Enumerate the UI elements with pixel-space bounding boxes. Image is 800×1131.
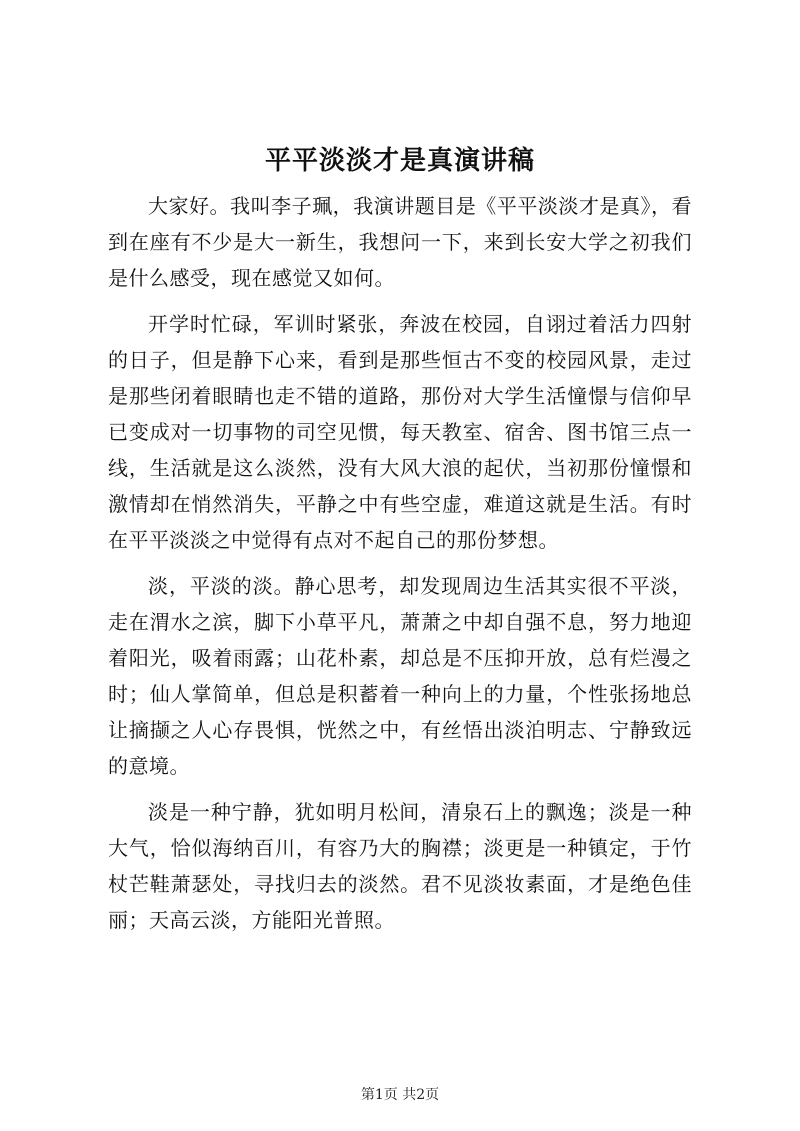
paragraph-3: 淡，平淡的淡。静心思考，却发现周边生活其实很不平淡，走在渭水之滨，脚下小草平凡，萧萧之中却自强不息，努力地迎着阳光，吸着雨露；山花朴素，却总是不压抑开放，总有烂漫之时；仙人掌简单，但总是积蓄着一种向上的力量，个性张扬地总让摘撷之人心存畏惧，恍然之中，有丝悟出淡泊明志、宁静致远的意境。 [108, 574, 692, 778]
document-title: 平平淡淡才是真演讲稿 [264, 146, 535, 176]
paragraph-2: 开学时忙碌，军训时紧张，奔波在校园，自诩过着活力四射的日子，但是静下心来，看到是那些恒古不变的校园风景，走过是那些闭着眼睛也走不错的道路，那份对大学生活憧憬与信仰早已变成对一切事物的司空见惯，每天教室、宿舍、图书馆三点一线，生活就是这么淡然，没有大风大浪的起伏，当初那份憧憬和激情却在悄然消失，平静之中有些空虚，难道这就是生活。有时在平平淡淡之中觉得有点对不起自己的那份梦想。 [108, 312, 692, 552]
paragraph-4: 淡是一种宁静，犹如明月松间，清泉石上的飘逸；淡是一种大气，恰似海纳百川，有容乃大的胸襟；淡更是一种镇定，于竹杖芒鞋萧瑟处，寻找归去的淡然。君不见淡妆素面，才是绝色佳丽；天高云淡，方能阳光普照。 [108, 800, 692, 932]
paragraph-1: 大家好。我叫李子珮，我演讲题目是《平平淡淡才是真》，看到在座有不少是大一新生，我想问一下，来到长安大学之初我们是什么感受，现在感觉又如何。 [108, 194, 692, 290]
page-number-footer: 第1页 共2页 [360, 1087, 440, 1103]
document-body [108, 188, 692, 948]
